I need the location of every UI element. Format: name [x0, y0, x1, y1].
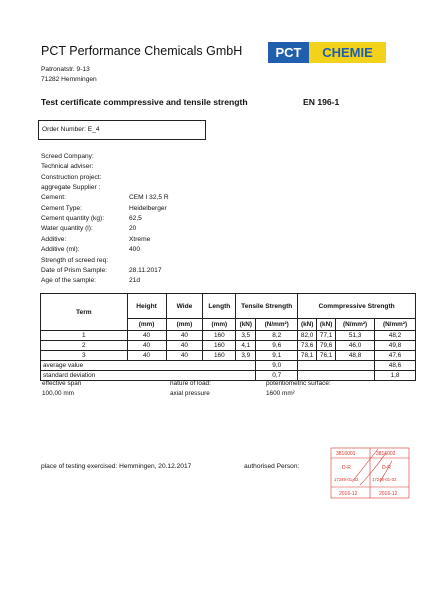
- order-number-box: [38, 120, 206, 140]
- stamp-bottom-right: 2016-12: [379, 491, 398, 497]
- company-logo: [268, 42, 386, 63]
- cell-height: 40: [127, 331, 166, 341]
- cell-c-nmm1: 46,0: [336, 341, 375, 351]
- info-value: 400: [129, 246, 141, 254]
- cell-term: 1: [41, 331, 128, 341]
- info-label: Construction project:: [41, 173, 102, 181]
- load-label: nature of load:: [170, 380, 211, 387]
- cell-c-nmm2: 49,8: [375, 341, 416, 351]
- average-blank: [298, 361, 375, 371]
- cell-c-nmm1: 51,3: [336, 331, 375, 341]
- cell-t-kn: 3,9: [236, 351, 256, 361]
- place-of-testing: place of testing exercised: Hemmingen, 20.12.2017: [41, 463, 192, 470]
- info-label: aggregate Supplier :: [41, 184, 101, 192]
- unit-cell: (N/mm²): [375, 319, 416, 331]
- unit-cell: (N/mm²): [256, 319, 298, 331]
- info-label: Date of Prism Sample:: [41, 266, 107, 274]
- unit-cell: (mm): [166, 319, 203, 331]
- logo-chemie: CHEMIE: [309, 42, 386, 63]
- table-row: [41, 331, 416, 341]
- cell-t-nmm: 8,2: [256, 331, 298, 341]
- document-title: Test certificate commpressive and tensile strength: [41, 97, 248, 107]
- cell-height: 40: [127, 341, 166, 351]
- deviation-tensile: 0,7: [256, 371, 298, 381]
- norm-label: EN 196-1: [303, 97, 340, 107]
- cell-wide: 40: [166, 341, 203, 351]
- certification-stamp: [330, 447, 410, 499]
- cell-height: 40: [127, 351, 166, 361]
- info-label: Technical adviser:: [41, 163, 94, 171]
- table-row: [41, 351, 416, 361]
- cell-c-kn1: 73,6: [298, 341, 317, 351]
- cell-t-kn: 3,5: [236, 331, 256, 341]
- header-tensile: Tensile Strength: [236, 294, 298, 319]
- stamp-top-left: 3816001: [336, 451, 356, 457]
- header-length: Length: [203, 294, 236, 319]
- cell-c-kn1: 78,1: [298, 351, 317, 361]
- unit-cell: (kN): [298, 319, 317, 331]
- header-compressive: Commpressive Strength: [298, 294, 416, 319]
- stamp-date-right: 17248-01-02: [372, 477, 397, 482]
- surface-label: potentiometric surface:: [266, 380, 331, 387]
- info-label: Cement:: [41, 194, 66, 202]
- cell-wide: 40: [166, 351, 203, 361]
- results-table: [40, 293, 416, 381]
- info-value: 21d: [129, 277, 141, 285]
- cell-t-nmm: 9,1: [256, 351, 298, 361]
- cell-term: 2: [41, 341, 128, 351]
- info-value: Heidelberger: [129, 204, 167, 212]
- average-label: average value: [41, 361, 256, 371]
- info-label: Strength of screed req:: [41, 256, 109, 264]
- company-name: PCT Performance Chemicals GmbH: [41, 44, 243, 58]
- cell-length: 160: [203, 341, 236, 351]
- cell-c-kn2: 77,1: [317, 331, 336, 341]
- unit-cell: (kN): [236, 319, 256, 331]
- average-row: [41, 361, 416, 371]
- average-tensile: 9,0: [256, 361, 298, 371]
- span-value: 100,00 mm: [42, 390, 74, 397]
- info-value: 28.11.2017: [129, 266, 162, 274]
- surface-value: 1600 mm²: [266, 390, 295, 397]
- deviation-row: [41, 371, 416, 381]
- info-label: Cement quantity (kg):: [41, 215, 105, 223]
- cell-length: 160: [203, 331, 236, 341]
- info-label: Age of the sample:: [41, 277, 96, 285]
- stamp-top-right: 3816002: [376, 451, 396, 457]
- cell-c-kn1: 82,0: [298, 331, 317, 341]
- cell-t-kn: 4,1: [236, 341, 256, 351]
- span-label: effective span: [42, 380, 82, 387]
- cell-length: 160: [203, 351, 236, 361]
- header-wide: Wide: [166, 294, 203, 319]
- cell-c-kn2: 76,1: [317, 351, 336, 361]
- table-row: [41, 341, 416, 351]
- order-number: Order Number: E_4: [42, 126, 100, 133]
- company-city: 71282 Hemmingen: [41, 76, 97, 83]
- unit-cell: (mm): [127, 319, 166, 331]
- cell-t-nmm: 9,6: [256, 341, 298, 351]
- stamp-date-left: 17248-01-02: [334, 477, 359, 482]
- cell-c-nmm1: 48,8: [336, 351, 375, 361]
- stamp-mid-left: D-R: [342, 465, 351, 471]
- header-height: Height: [127, 294, 166, 319]
- unit-cell: (kN): [317, 319, 336, 331]
- logo-pct: PCT: [268, 42, 309, 63]
- info-label: Water quantity (l):: [41, 225, 93, 233]
- header-term: Term: [41, 294, 128, 331]
- deviation-label: standard deviation: [41, 371, 256, 381]
- authorised-person-label: authorised Person:: [244, 463, 300, 470]
- info-value: 20: [129, 225, 137, 233]
- info-value: CEM I 32,5 R: [129, 194, 169, 202]
- info-label: Additive (ml):: [41, 246, 80, 254]
- stamp-bottom-left: 2016-12: [339, 491, 358, 497]
- deviation-compressive: 1,8: [375, 371, 416, 381]
- deviation-blank: [298, 371, 375, 381]
- cell-term: 3: [41, 351, 128, 361]
- info-value: Xtreme: [129, 235, 151, 243]
- average-compressive: 48,6: [375, 361, 416, 371]
- cell-c-nmm2: 47,6: [375, 351, 416, 361]
- info-label: Screed Company:: [41, 153, 94, 160]
- load-value: axial pressure: [170, 390, 210, 397]
- unit-cell: (mm): [203, 319, 236, 331]
- info-label: Cement Type:: [41, 204, 82, 212]
- company-street: Patronatstr. 9-13: [41, 66, 90, 73]
- cell-wide: 40: [166, 331, 203, 341]
- table-header-row: [41, 294, 416, 319]
- stamp-mid-right: D-R: [382, 465, 391, 471]
- cell-c-kn2: 79,6: [317, 341, 336, 351]
- unit-cell: (N/mm²): [336, 319, 375, 331]
- info-value: 62,5: [129, 215, 142, 223]
- cell-c-nmm2: 48,2: [375, 331, 416, 341]
- info-label: Additive:: [41, 235, 67, 243]
